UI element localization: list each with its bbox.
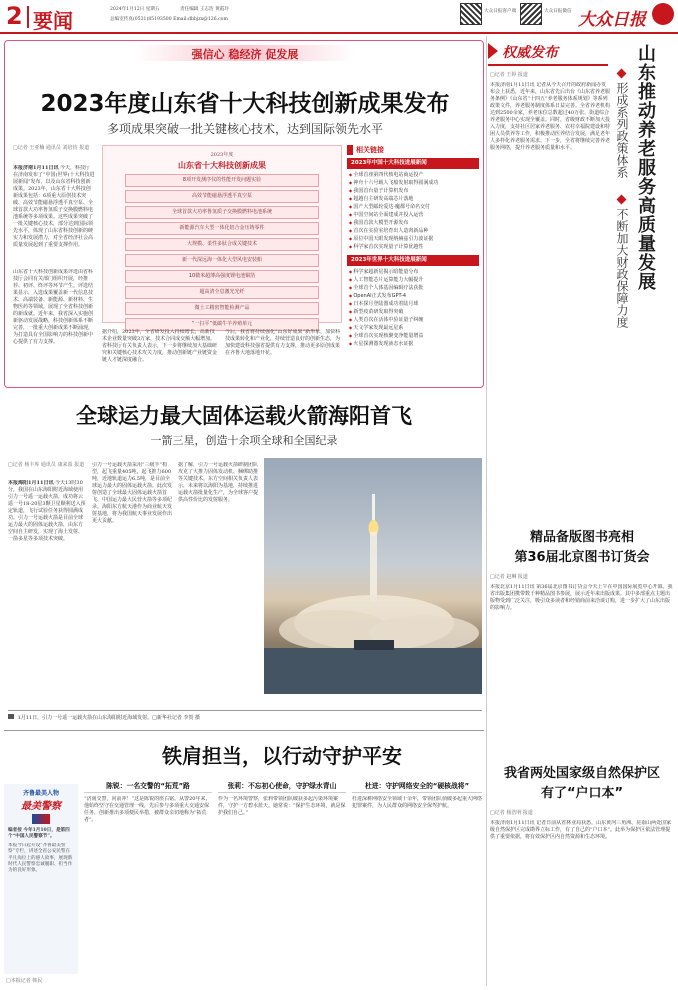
infographic-item: 8项开发测序仪的性能开发问题实验 xyxy=(125,174,319,187)
panel1-list xyxy=(347,169,479,253)
rocket-body-shape xyxy=(372,494,375,522)
related-item: ◆ 日本探月登陆器成功着陆月球 xyxy=(349,300,477,308)
logo-emblem-icon xyxy=(652,3,674,25)
related-item: ◆ 天文学家发现最远星系 xyxy=(349,324,477,332)
main-body-col1 xyxy=(13,165,95,265)
qr-label-2: 大众日报微信 xyxy=(544,9,572,14)
book-body: 本报北京1月11日讯 第36届北京图书订货会今天上午在中国国际展览中心开幕。我省出版集团携带数千种精品图书参展，展示近年来出版成果。其中多部重点主题出版物受到广泛关注，吸引众多读者和经销商前来洽谈订购，进一步扩大了山东出版的影响力。 xyxy=(490,584,673,611)
rocket-body-col1 xyxy=(8,480,86,705)
nature-headline-line-2: 有了“户口本” xyxy=(540,786,624,801)
banner-arrow-icon xyxy=(488,43,498,59)
main-subhead: 多项成果突破一批关键核心技术，达到国际领先水平 xyxy=(106,122,383,136)
launch-ship xyxy=(354,640,394,650)
related-item: ◆ 全球首个人体基因编辑疗法获批 xyxy=(349,284,477,292)
rocket-byline: □记者 杨丰库 通讯员 康来盈 报道 xyxy=(8,462,85,468)
bottom-footer-credit: □本报记者 韩民 xyxy=(6,978,43,984)
infographic-list xyxy=(103,174,341,331)
tagline-2-marker-icon xyxy=(617,195,627,205)
book-headline-line-1: 精品备版图书亮相 xyxy=(529,530,634,545)
rocket-subhead: 一箭三星，创造十余项全球和全国纪录 xyxy=(150,434,338,447)
bottom-story-3 xyxy=(352,780,482,980)
panel1-title: 2023年中国十大科技进展新闻 xyxy=(351,160,427,166)
tagline-1-marker-icon xyxy=(617,69,627,79)
related-item: ◆ 中国空间站全面建成并投入运营 xyxy=(349,211,477,219)
related-item: ◆ 原位中国天眼发现纳赫兹引力波证据 xyxy=(349,235,477,243)
story3-body: 杜进深耕网络安全领域十余年，带领团队侦破多起重大网络犯罪案件，为人民群众的网络安全保驾护航。 xyxy=(352,796,482,809)
infographic-item: 微土工精密智能检测产品 xyxy=(125,302,319,315)
main-story-box xyxy=(4,40,484,388)
main-body-text-1: 今天，科技厅在济南发布了“中国(世界)十大科技进展新闻”发布，以及山东省科技创新成果。2023年，山东省十大科技创新成果包括：6项重大原创技术突破、高效节能磁悬浮透平真空泵、全球首款大功率鲁氢质子交换膜燃料电池系统等多项成果。这些成果突破了一批关键核心技术，部分达到国际领先水平，体现了山东省科技创新的硬实力和发展潜力，对全省经济社会高质量发展起到了重要支撑作用。 xyxy=(13,165,95,248)
nature-byline: □记者 杨浩明 报道 xyxy=(490,810,533,816)
bottom-story-2 xyxy=(218,780,346,980)
right-banner-text: 权威发布 xyxy=(502,45,558,61)
rocket-caption-text: 1月11日，引力一号遥一运载火箭在山东海阳附近海域发射。□新华社记者 李贺 摄 xyxy=(17,715,201,721)
related-item: ◆ 科学家首次实现量子计算优越性 xyxy=(349,243,477,251)
panel2-list xyxy=(347,266,479,350)
book-headline xyxy=(490,528,674,568)
panel2-title: 2023年世界十大科技进展新闻 xyxy=(351,257,427,263)
related-item: ◆ 超越自主研发高端芯片落地 xyxy=(349,195,477,203)
qr-label-1: 大众日报客户端 xyxy=(484,9,517,14)
book-headline-line-2: 第36届北京图书订货会 xyxy=(514,550,650,565)
related-item: ◆ 神舟十六号载人飞船发射取得圆满成功 xyxy=(349,179,477,187)
nature-headline-line-1: 我省两处国家级自然保护区 xyxy=(503,766,660,781)
panel2-header xyxy=(347,255,479,266)
infographic-item: 新一代深远海一体化大型风电安装船 xyxy=(125,254,319,267)
related-item: ◆ 人工智能芯片运算能力大幅提升 xyxy=(349,276,477,284)
infographic-item: 10微米超薄高强度锂电池铜箔 xyxy=(125,270,319,283)
related-item: ◆ 全球首座第四代核电站商运投产 xyxy=(349,171,477,179)
eldercare-vertical-headline: 山东推动养老服务高质量发展 xyxy=(635,44,656,291)
infographic-item: 全球首款大功率鲁氢质子交换膜燃料电池系统 xyxy=(125,206,319,219)
related-item: ◆ 我国首台量子计算机发布 xyxy=(349,187,477,195)
main-body-col3: 今后，我省将持续强化“山东好成果”新形象，加快科技成果转化和产业化，持续营造良好的创新生态，为加快建设科技强省提供有力支撑，推动更多原创成果在齐鲁大地落地开花。 xyxy=(225,329,341,356)
story1-title: 陈锐：一名交警的“拓荒”路 xyxy=(84,780,212,793)
newspaper-logo: 大众日报 xyxy=(578,10,646,30)
rocket-trail xyxy=(370,532,377,602)
police-badge-icon xyxy=(32,814,50,824)
sidebar-lead: 编者按 今年1月10日，是第四个“中国人民警察节”。 xyxy=(8,828,70,840)
masthead-editor: 责任编辑 王志浩 黄霞玲 xyxy=(180,7,229,12)
eldercare-body: 本报济南1月11日讯 记者从今天召开的政府新闻办发布会上获悉，近年来，山东省先后出台《山东省养老服务条例》《山东省“十四五”养老服务体系规划》等系列政策文件，养老服务制度体系日益完善。全省养老机构达到2500余家，养老床位总数超过40万张，街道综合养老服务中心实现全覆盖。同时，省级财政不断加大投入力度，支持社区居家养老服务、农村幸福院建设和特困人员供养等工作，积极推动医养结合发展，满足老年人多样化养老服务需求。下一步，全省将继续完善养老服务网络，提升养老服务质量和水平。 xyxy=(490,82,610,151)
section-title: 要闻 xyxy=(33,9,73,33)
bottom-story-1 xyxy=(84,780,212,980)
infographic-item: 新能源汽车大型一体化铝合金压铸零件 xyxy=(125,222,319,235)
infographic-item: 高效节能磁悬浮透平真空泵 xyxy=(125,190,319,203)
story3-title: 杜进：守护网络安全的“硬核战将” xyxy=(352,780,482,793)
main-byline: □记者 王亚楠 通讯员 刘培钧 报道 xyxy=(13,145,90,151)
related-item: ◆ 首次在实验室培育出人造肉新品种 xyxy=(349,227,477,235)
sidebar-label-2: 最美警察 xyxy=(21,801,61,812)
related-marker-icon xyxy=(347,145,353,155)
achievements-infographic xyxy=(102,145,342,327)
masthead xyxy=(0,0,678,34)
related-item: ◆ 全球首次实现核聚变净能量增益 xyxy=(349,332,477,340)
main-body-col2: 据介绍，2023年，全省研发投入持续增长，高新技术企业数量突破3万家，技术合同成交额大幅增加。省科技厅有关负责人表示，下一步将继续加大基础研究和关键核心技术攻关力度，推动创新链产业链资金链人才链深度融合。 xyxy=(102,329,217,363)
camera-icon xyxy=(8,714,14,719)
rocket-body-text-1: 今天13时30分，我国在山东海阳附近海域使用引力一号遥一运载火箭，成功将云遥一号18-20星3颗卫星顺利送入预定轨道，飞行试验任务获得圆满成功。引力一号运载火箭是目前全球运力最大的固体运载火箭，由东方空间自主研发，实现了海上发射、一箭多星等多项技术突破。 xyxy=(8,480,86,542)
eldercare-tagline-2: 不断加大财政保障力度 xyxy=(615,208,629,328)
book-byline: □记者 赵琳 报道 xyxy=(490,574,528,580)
related-item: ◆ 新型疫苗研发取得突破 xyxy=(349,308,477,316)
rocket-launch-illustration xyxy=(264,458,482,694)
section-divider xyxy=(27,6,29,28)
nature-body: 本报济南1月11日讯 记者日前从省林业局获悉，山东黄河三角洲、昆嵛山两处国家级自然保护区完成勘界立标工作，有了自己的“户口本”。此举为保护区依法管理提供了重要依据，将有效保护区内自然资源和生态环境。 xyxy=(490,820,672,840)
best-police-sidebar xyxy=(4,784,78,974)
rocket-headline: 全球运力最大固体运载火箭海阳首飞 xyxy=(76,404,412,428)
main-banner: 强信心 稳经济 促发展 xyxy=(191,48,299,61)
related-item: ◆ 我国首款大模型开源发布 xyxy=(349,219,477,227)
infographic-item: “一扫平”低碳牛羊养殖单元 xyxy=(125,318,319,331)
story1-body: “济南交警，向前冲！”这是陈锐的座右铭。从警20年来，他始终坚守在交通管理一线，先后参与多项重大交通安保任务，创新推出多项便民举措，被群众亲切地称为“拓荒者”。 xyxy=(84,796,211,823)
right-banner xyxy=(488,40,628,62)
infographic-caption: 2023年度 xyxy=(210,152,234,158)
qr-code-icon xyxy=(460,3,482,25)
rocket-dateline: 本报海阳1月11日讯 xyxy=(8,480,54,486)
main-body-col1b: 山东省十大科技创新成果评选由省科技厅会同有关部门组织开展，经推荐、初评、终评等环节产生。评选结果显示，入选成果覆盖新一代信息技术、高端装备、新能源、新材料、生物医药等领域，展现了全省科技创新的新成就。近年来，我省深入实施创新驱动发展战略，科技创新体系不断完善，一批重大创新成果不断涌现，为打造具有全国影响力的科技创新中心提供了有力支撑。 xyxy=(13,269,94,345)
right-banner-rule xyxy=(488,64,608,66)
page-number: 2 xyxy=(6,2,23,30)
eldercare-byline: □记者 王婷 报道 xyxy=(490,72,528,78)
related-title xyxy=(347,145,479,155)
related-item: ◆ 国产大型邮轮爱达·魔都号命名交付 xyxy=(349,203,477,211)
eldercare-tagline-1: 形成系列政策体系 xyxy=(615,82,629,178)
related-links xyxy=(347,145,479,385)
main-dateline: 本报济南1月11日讯 xyxy=(13,165,59,171)
infographic-item: 大规模、柔性多肽合成关键技术 xyxy=(125,238,319,251)
related-item: ◆ OpenAI正式发布GPT-4 xyxy=(349,292,477,300)
infographic-title: 山东省十大科技创新成果 xyxy=(178,161,266,170)
rocket-body-col3: 据了解，引力一号运载火箭研制团队攻克了大推力固体发动机、捆绑助推等关键技术。东方空间相关负责人表示，未来将以海阳为基地，持续推进运载火箭批量化生产，为全球客户提供高性价比的发射服务。 xyxy=(178,462,258,503)
sea-surface xyxy=(264,648,482,694)
nature-headline xyxy=(490,764,674,804)
bottom-headline: 铁肩担当，以行动守护平安 xyxy=(162,744,402,768)
related-item: ◆ 火星探测器发现液态水证据 xyxy=(349,340,477,348)
rocket-photo xyxy=(264,458,482,694)
column-divider xyxy=(486,36,487,986)
rocket-body-col2: 引力一号运载火箭采用“三级半”构型，起飞重量405吨，起飞推力600吨，近地轨道运力6.5吨，是目前全球运力最大的固体运载火箭。此次发射创造了全球最大固体运载火箭首飞、中国运力最大民营火箭等多项纪录。海阳东方航天港作为商业航天发射基地，将为我国航天事业发展作出更大贡献。 xyxy=(92,462,172,524)
qr-code-icon xyxy=(520,3,542,25)
related-item: ◆ 人类首次在活体中验证量子纠缠 xyxy=(349,316,477,324)
masthead-date: 2024年1月12日 星期五 xyxy=(110,7,160,12)
related-title-text: 相关链接 xyxy=(356,146,384,154)
rocket-caption xyxy=(8,710,482,722)
sidebar-label-1: 齐鲁最美人物 xyxy=(22,790,59,797)
story2-body: 作为一名环境警察，张莉带领团队破获多起污染环境案件，守护一方碧水蓝天。她常说：“保护生态环境，就是保护我们自己。” xyxy=(218,796,346,816)
sidebar-body: 本报今日起开设“齐鲁最美警察”专栏，讲述全省公安民警在平凡岗位上的感人故事，展现新时代人民警察忠诚履职、担当作为的良好形象。 xyxy=(8,842,73,874)
masthead-contact: 总编室传真(0531)85193500 Email:dbbjzx@126.com xyxy=(110,17,228,22)
infographic-item: 超高清全息激光光纤 xyxy=(125,286,319,299)
story2-title: 张莉：不忘初心使命，守护绿水青山 xyxy=(218,780,346,793)
panel1-header xyxy=(347,158,479,169)
bottom-rule xyxy=(4,730,484,731)
main-headline: 2023年度山东省十大科技创新成果发布 xyxy=(40,91,450,117)
related-item: ◆ 科学家超新星揭示暗能量分布 xyxy=(349,268,477,276)
